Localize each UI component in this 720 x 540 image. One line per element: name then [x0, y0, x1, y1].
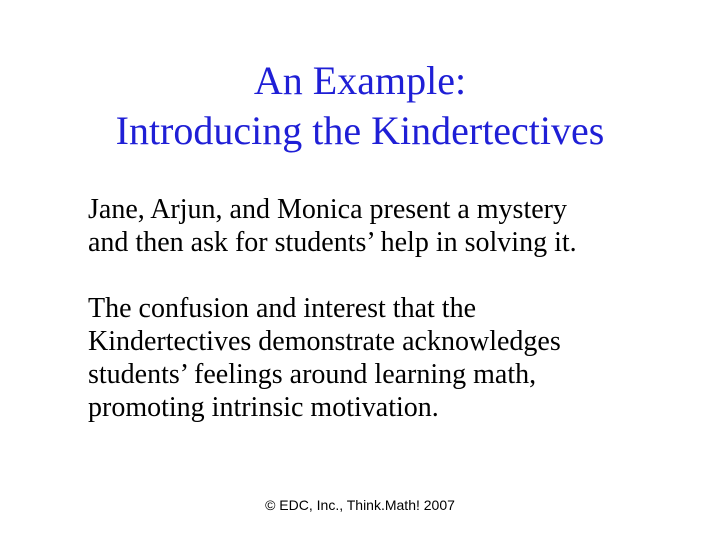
- paragraph-line: The confusion and interest that the: [88, 293, 476, 324]
- paragraph-line: Jane, Arjun, and Monica present a mystery: [88, 194, 567, 225]
- paragraph-line: and then ask for students’ help in solving it.: [88, 227, 577, 258]
- slide-title: [0, 56, 720, 156]
- paragraph-line: promoting intrinsic motivation.: [88, 392, 439, 423]
- copyright-footer: © EDC, Inc., Think.Math! 2007: [265, 497, 455, 513]
- paragraph-motivation: [88, 292, 688, 424]
- slide-title-line: Introducing the Kindertectives: [115, 108, 605, 153]
- paragraph-line: Kindertectives demonstrate acknowledges: [88, 326, 561, 357]
- slide-title-line: An Example:: [253, 58, 467, 103]
- paragraph-intro: [88, 193, 688, 259]
- paragraph-line: students’ feelings around learning math,: [88, 359, 537, 390]
